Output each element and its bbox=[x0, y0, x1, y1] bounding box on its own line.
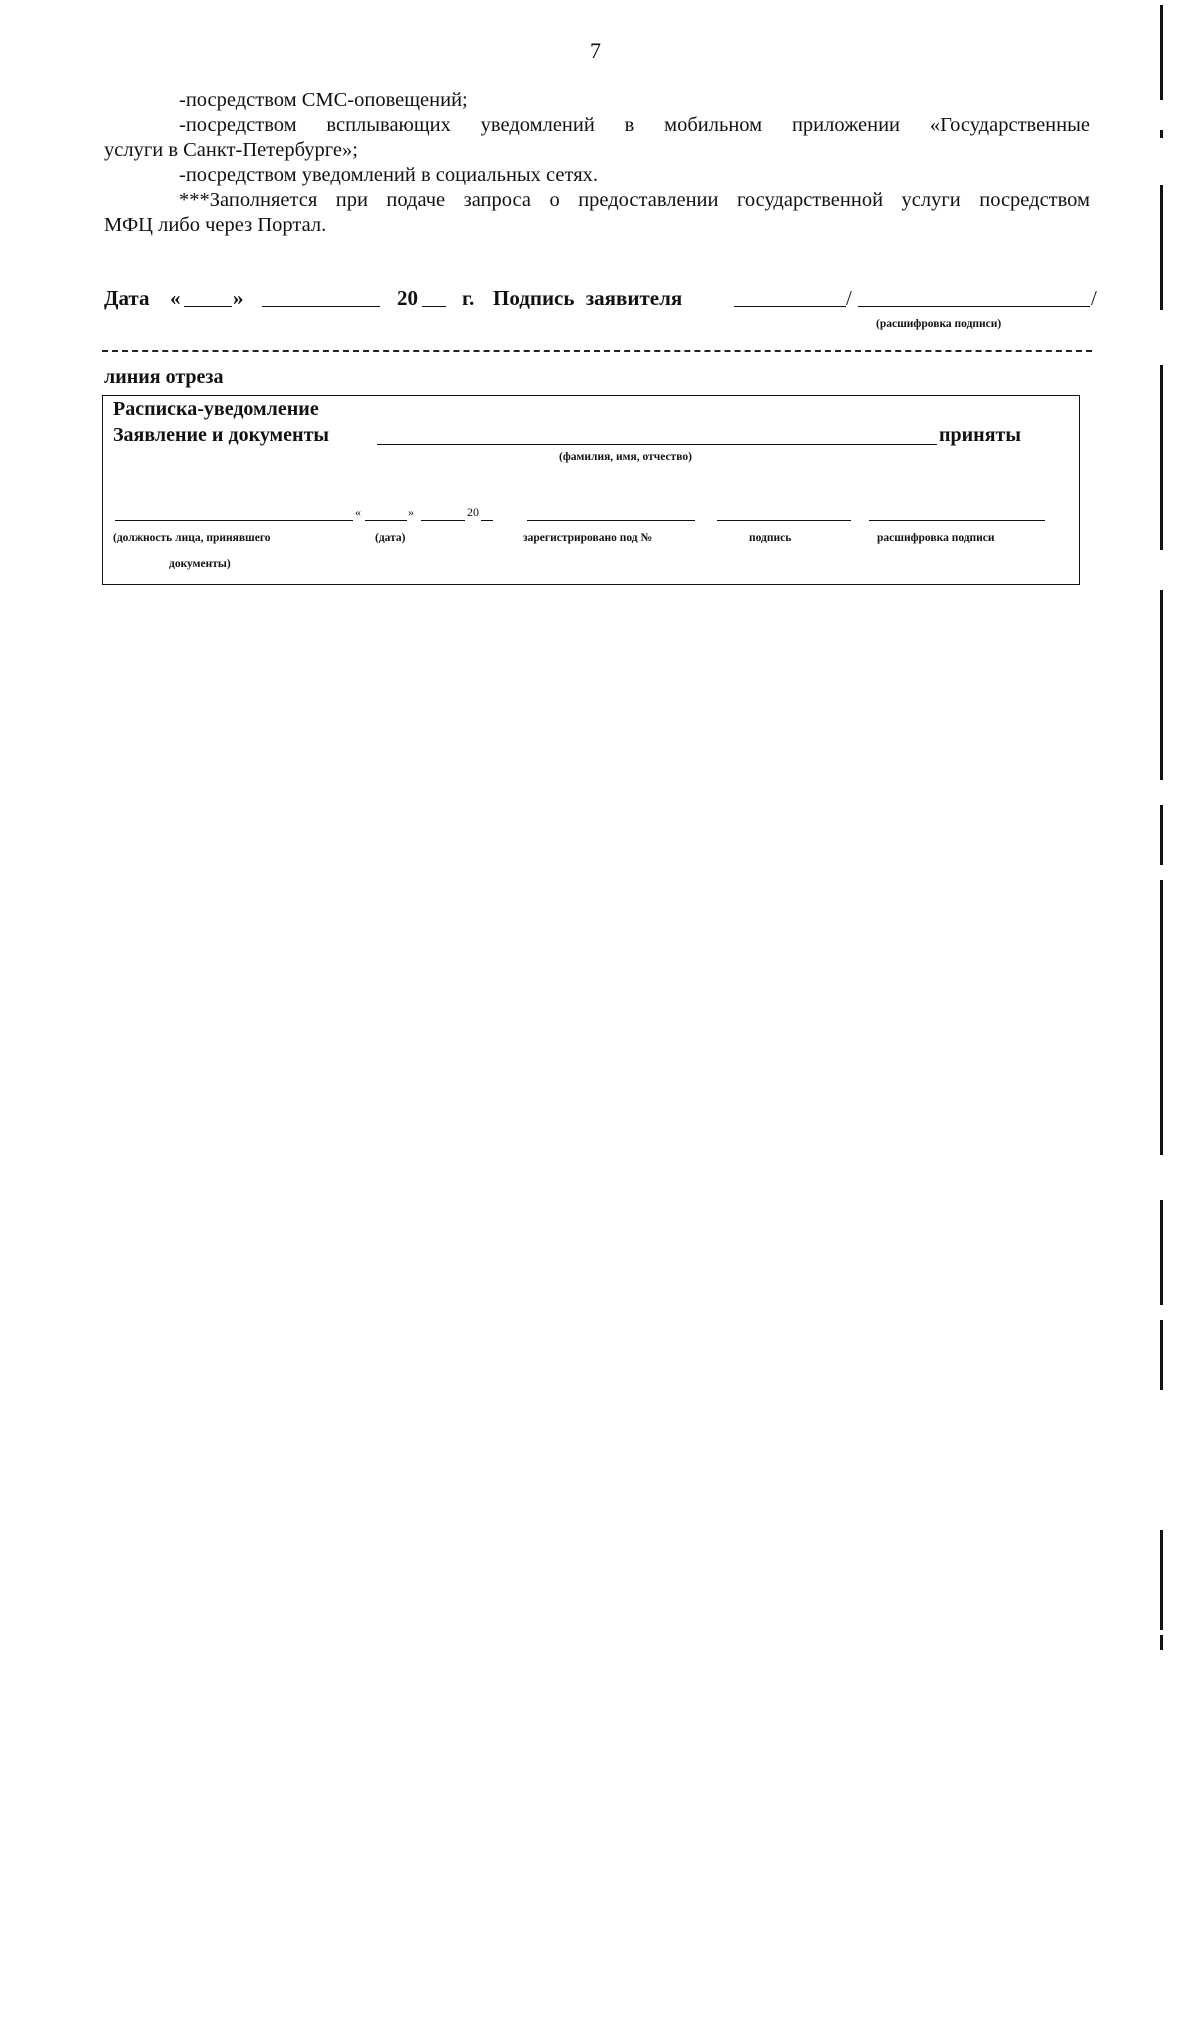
receipt-day-field[interactable] bbox=[365, 520, 407, 521]
receipt-year-field[interactable] bbox=[481, 520, 493, 521]
year-field[interactable] bbox=[422, 306, 446, 307]
receipt-position-field[interactable] bbox=[115, 520, 353, 521]
signature-decode-field[interactable] bbox=[858, 306, 1090, 307]
year-prefix: 20 bbox=[397, 286, 418, 310]
cut-line bbox=[102, 350, 1092, 352]
receipt-decode-field[interactable] bbox=[869, 520, 1045, 521]
signature-slash-left: / bbox=[846, 286, 852, 310]
paragraph-sms: -посредством СМС-оповещений; bbox=[179, 89, 468, 111]
receipt-reg-number-field[interactable] bbox=[527, 520, 695, 521]
caption-position-line1: (должность лица, принявшего bbox=[113, 532, 271, 544]
receipt-year-prefix: 20 bbox=[467, 505, 479, 519]
month-field[interactable] bbox=[262, 306, 380, 307]
scan-artifact-line bbox=[1160, 1320, 1163, 1390]
caption-date: (дата) bbox=[375, 532, 406, 544]
caption-registered: зарегистрировано под № bbox=[523, 532, 652, 544]
page-number: 7 bbox=[590, 38, 601, 63]
paragraph-note-line2: МФЦ либо через Портал. bbox=[104, 214, 327, 236]
receipt-box bbox=[102, 395, 1080, 585]
signature-label: Подпись заявителя bbox=[493, 286, 683, 310]
scan-artifact-line bbox=[1160, 185, 1163, 310]
receipt-docs-label: Заявление и документы bbox=[113, 424, 330, 446]
receipt-signature-field[interactable] bbox=[717, 520, 851, 521]
scan-artifact-line bbox=[1160, 1530, 1163, 1630]
signature-field[interactable] bbox=[734, 306, 846, 307]
receipt-fio-field[interactable] bbox=[377, 444, 937, 445]
receipt-fio-caption: (фамилия, имя, отчество) bbox=[559, 451, 692, 463]
paragraph-popup-line2: услуги в Санкт-Петербурге»; bbox=[104, 139, 358, 161]
paragraph-social: -посредством уведомлений в социальных сетях. bbox=[179, 164, 598, 186]
scan-artifact-line bbox=[1160, 805, 1163, 865]
scan-artifact-line bbox=[1160, 1635, 1163, 1650]
caption-decode: расшифровка подписи bbox=[877, 532, 995, 544]
scan-artifact-line bbox=[1160, 130, 1163, 138]
date-quote-open: « bbox=[170, 286, 181, 310]
paragraph-popup-line1: -посредством всплывающих уведомлений в мобильном приложении «Государственные bbox=[179, 114, 1090, 136]
receipt-quote-open: « bbox=[355, 505, 361, 519]
scan-artifact-line bbox=[1160, 880, 1163, 1155]
decode-caption: (расшифровка подписи) bbox=[876, 318, 1002, 330]
receipt-month-field[interactable] bbox=[421, 520, 465, 521]
scan-artifact-line bbox=[1160, 5, 1163, 100]
receipt-title: Расписка-уведомление bbox=[113, 398, 319, 420]
day-field[interactable] bbox=[184, 306, 232, 307]
paragraph-note-line1: ***Заполняется при подаче запроса о предоставлении государственной услуги посредством bbox=[179, 189, 1090, 211]
receipt-accepted-label: приняты bbox=[939, 424, 1021, 446]
receipt-quote-close: » bbox=[408, 505, 414, 519]
scan-artifact-line bbox=[1160, 365, 1163, 550]
cut-line-label: линия отреза bbox=[104, 366, 224, 388]
date-label: Дата bbox=[104, 286, 150, 310]
date-quote-close: » bbox=[233, 286, 244, 310]
scan-artifact-line bbox=[1160, 590, 1163, 780]
year-suffix: г. bbox=[462, 286, 475, 310]
scan-artifact-line bbox=[1160, 1200, 1163, 1305]
caption-position-line2: документы) bbox=[169, 558, 231, 570]
signature-slash-right: / bbox=[1091, 286, 1097, 310]
caption-signature: подпись bbox=[749, 532, 792, 544]
